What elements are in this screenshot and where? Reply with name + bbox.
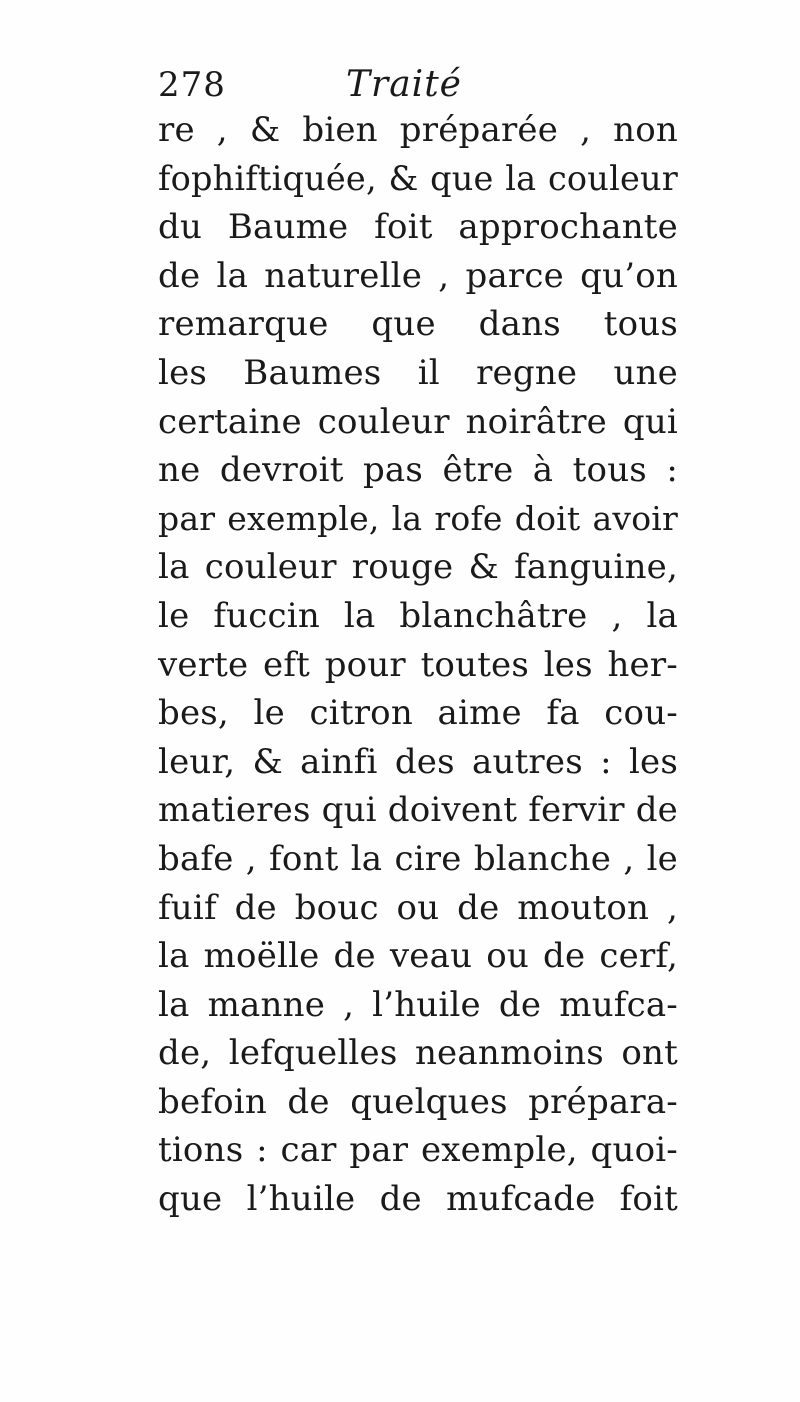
text-line: la moëlle de veau ou de cerf, [158,936,678,977]
page-number: 278 [158,65,226,105]
text-line: par exemple, la rofe doit avoir [158,498,678,538]
text-line: tions : car par exemple, quoi- [158,1130,678,1171]
text-line: la couleur rouge & fanguine, [158,547,678,588]
text-line: befoin de quelques prépara- [158,1081,678,1122]
text-line: ne devroit pas être à tous : [158,450,678,491]
text-line: les Baumes il regne une [158,352,678,393]
text-line: certaine couleur noirâtre qui [158,401,678,442]
text-line: la manne , l’huile de mufca- [158,984,678,1025]
text-line: bafe , font la cire blanche , le [158,838,678,879]
text-line: remarque que dans tous [158,304,678,345]
body-text [158,106,678,1224]
text-line: leur, & ainfi des autres : les [158,741,678,782]
text-line: du Baume foit approchante [158,207,678,248]
text-line: le fuccin la blanchâtre , la [158,595,678,636]
text-line: matieres qui doivent fervir de [158,790,678,831]
running-head [158,62,678,108]
text-line: de, lefquelles neanmoins ont [158,1033,678,1074]
text-line: fophiftiquée, & que la couleur [158,158,678,198]
text-line: bes, le citron aime fa cou- [158,693,678,734]
text-line: re , & bien préparée , non [158,110,678,150]
text-line: de la naturelle , parce qu’on [158,255,678,296]
text-line: que l’huile de mufcade foit [158,1179,678,1220]
text-line: fuif de bouc ou de mouton , [158,887,678,928]
text-line: verte eft pour toutes les her- [158,644,678,685]
running-title: Traité [346,64,462,105]
